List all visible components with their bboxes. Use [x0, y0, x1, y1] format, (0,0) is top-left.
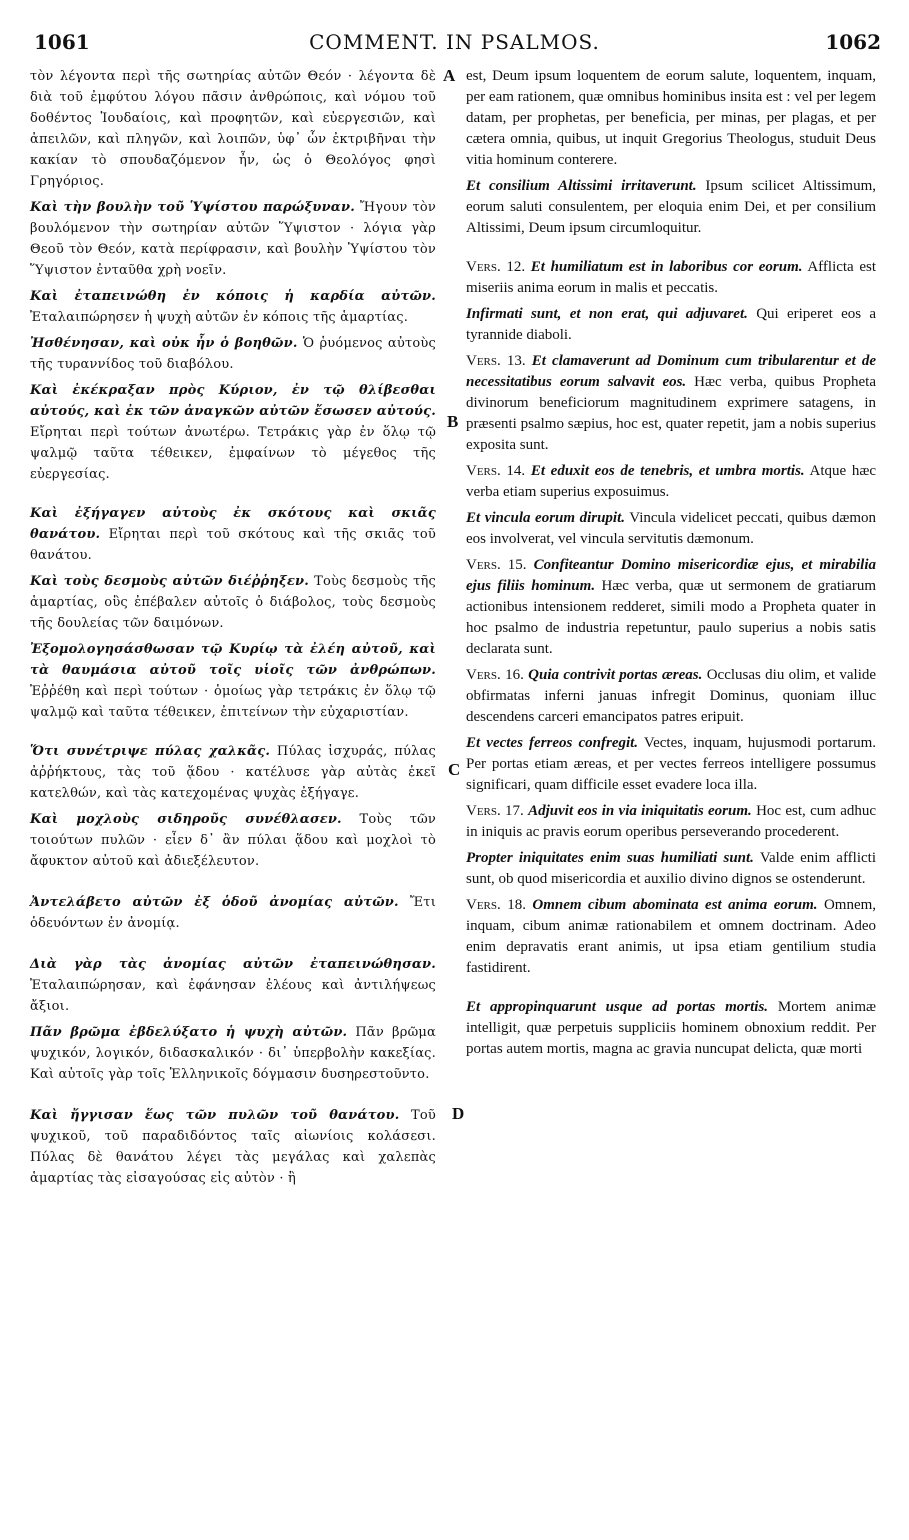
greek-lemma: Πᾶν βρῶμα ἐβδελύξατο ἡ ψυχὴ αὐτῶν.	[30, 1025, 348, 1040]
latin-commentary: Atque hæc verba etiam superius exposuimus.	[466, 463, 876, 500]
latin-commentary: Occlusas diu olim, et valide obfirmatas inferni januas infregit Dominus, quoniam illuc descendens carceri emancipatos patres eripuit.	[466, 667, 877, 725]
greek-paragraph	[30, 286, 436, 328]
greek-lemma: Ἀντελάβετο αὐτῶν ἐξ ὁδοῦ ἀνομίας αὐτῶν.	[30, 895, 399, 910]
column-marker-d: D	[452, 1104, 465, 1123]
greek-paragraph	[30, 66, 436, 192]
latin-lemma: Et appropinquarunt usque ad portas mortis.	[466, 999, 769, 1015]
verse-label: Vers. 14.	[466, 463, 526, 479]
greek-commentary: Ἔτι ὁδευόντων ἐν ἀνομίᾳ.	[30, 895, 436, 931]
column-marker-a: A	[443, 66, 456, 85]
greek-lemma: Διὰ γὰρ τὰς ἀνομίας αὐτῶν ἐταπεινώθησαν.	[30, 957, 436, 972]
greek-lemma: Καὶ ἤγγισαν ἕως τῶν πυλῶν τοῦ θανάτου.	[30, 1108, 400, 1123]
greek-paragraph	[30, 503, 436, 566]
latin-paragraph	[466, 895, 876, 979]
greek-paragraph	[30, 571, 436, 634]
greek-paragraph	[30, 333, 436, 375]
greek-commentary: Πύλας ἰσχυράς, πύλας ἀῤῥήκτους, τὰς τοῦ ᾅδου · κατέλυσε γὰρ αὐτὰς ἐκεῖ κατελθών, καὶ τὰς κατεχομένας ψυχὰς ἐξήγαγε.	[30, 744, 436, 801]
page-header	[0, 30, 909, 64]
column-marker-c: C	[448, 760, 461, 779]
greek-paragraph	[30, 1022, 436, 1085]
latin-paragraph	[466, 304, 876, 346]
verse-label: Vers. 13.	[466, 353, 526, 369]
latin-lemma: Quia contrivit portas æreas.	[528, 667, 703, 683]
greek-paragraph	[30, 892, 436, 934]
latin-paragraph	[466, 733, 876, 796]
latin-lemma: Et vincula eorum dirupit.	[466, 510, 626, 526]
latin-commentary: Hæc verba, quæ ut sermonem de gratiarum actionibus intensionem redderet, simili modo a Propheta quater in hoc psalmo de industria repetuntur, paulo superius a nobis satis declarata sunt.	[466, 578, 876, 657]
latin-paragraph	[466, 176, 876, 239]
greek-lemma: Καὶ ἐκέκραξαν πρὸς Κύριον, ἐν τῷ θλίβεσθαι αὐτούς, καὶ ἐκ τῶν ἀναγκῶν αὐτῶν ἔσωσεν αὐτούς.	[30, 383, 436, 419]
greek-commentary: τὸν λέγοντα περὶ τῆς σωτηρίας αὐτῶν Θεόν · λέγοντα δὲ διὰ τοῦ ἐμφύτου λόγου πᾶσιν ἀνθρώποις, καὶ νόμου τοῦ δοθέντος Ἰουδαίοις, καὶ προφητῶν, καὶ εὐεργεσιῶν, καὶ ἀπειλῶν, καὶ πληγῶν, καὶ λοιπῶν, ὑφ᾽ ὧν ἐκτριβῆναι τὴν κακίαν τὸ σπουδαζόμενον ἦν, ὡς ὁ Θεολόγος φησὶ Γρηγόριος.	[30, 69, 436, 189]
verse-label: Vers. 16.	[466, 667, 524, 683]
verse-label: Vers. 18.	[466, 897, 526, 913]
greek-paragraph	[30, 1105, 436, 1189]
latin-commentary: Hoc est, cum adhuc in iniquis ac pravis eorum operibus perseverando procederent.	[466, 803, 877, 840]
latin-lemma: Propter iniquitates enim suas humiliati sunt.	[466, 850, 754, 866]
latin-lemma: Et eduxit eos de tenebris, et umbra mortis.	[530, 463, 805, 479]
latin-paragraph	[466, 848, 876, 890]
latin-paragraph	[466, 461, 876, 503]
latin-lemma: Infirmati sunt, et non erat, qui adjuvaret.	[466, 306, 748, 322]
latin-commentary: Omnem, inquam, cibum animæ rationabilem et omnem doctrinam. Adeo enim depravatis erant animis, ut ipsa etiam gentilium studia fastidirent.	[466, 897, 877, 976]
latin-paragraph	[466, 257, 876, 299]
right-page-number: 1062	[825, 30, 881, 54]
greek-commentary: Πᾶν βρῶμα ψυχικόν, λογικόν, διδασκαλικόν · δι᾽ ὑπερβολὴν κακεξίας. Καὶ αὐτοῖς γὰρ τοῖς Ἑλληνικοῖς δόγμασιν δυσηρεστοῦντο.	[30, 1025, 436, 1082]
greek-paragraph	[30, 639, 436, 723]
latin-commentary: Mortem animæ intelligit, quæ perpetuis suppliciis hominem obnoxium reddit. Per portas autem mortis, magna ac gravia nuncupat delicta, quæ morti	[466, 999, 876, 1057]
latin-commentary: est, Deum ipsum loquentem de eorum salute, loquentem, inquam, per eam rationem, quæ omnibus hominibus insita est : vel per legem datam, per prophetas, per beneficia, per minas, per plagas, et per cætera omnia, quibus, ut inquit Gregorius Theologus, studuit Deus vitia hominum conterere.	[466, 68, 876, 168]
latin-commentary: Valde enim afflicti sunt, ob quod misericordia et auxilio divino dignos se ostenderunt.	[466, 850, 876, 887]
greek-lemma: Ὅτι συνέτριψε πύλας χαλκᾶς.	[30, 744, 271, 759]
latin-lemma: Omnem cibum abominata est anima eorum.	[532, 897, 818, 913]
latin-paragraph	[466, 351, 876, 456]
greek-paragraph	[30, 197, 436, 281]
greek-commentary: Τοὺς δεσμοὺς τῆς ἁμαρτίας, οὓς ἐπέβαλεν αὐτοῖς ὁ διάβολος, τοὺς δεσμοὺς τῆς δουλείας τῶν δαιμόνων.	[30, 574, 436, 631]
greek-paragraph	[30, 741, 436, 804]
greek-commentary: Τοὺς τῶν τοιούτων πυλῶν · εἶεν δ᾽ ἂν πύλαι ᾅδου καὶ μοχλοὶ τὸ ἄφυκτον αὐτοῦ καὶ ἀδιεξέλευτον.	[30, 812, 436, 869]
latin-lemma: Confiteantur Domino misericordiæ ejus, et mirabilia ejus filiis hominum.	[466, 557, 877, 594]
greek-commentary: Εἴρηται περὶ τούτων ἀνωτέρω. Τετράκις γὰρ ἐν ὅλῳ τῷ ψαλμῷ ταῦτα τέθεικεν, ἐμφαίνων τὸ μέγεθος τῆς εὐεργεσίας.	[30, 425, 436, 482]
greek-commentary: Εἴρηται περὶ τοῦ σκότους καὶ τῆς σκιᾶς τοῦ θανάτου.	[30, 527, 436, 563]
greek-commentary: Ἐῤῥέθη καὶ περὶ τούτων · ὁμοίως γὰρ τετράκις ἐν ὅλῳ τῷ ψαλμῷ καὶ ταῦτα τέθεικεν, ἐπιτείνων τὴν εὐχαριστίαν.	[30, 684, 436, 720]
latin-paragraph	[466, 997, 876, 1060]
latin-paragraph	[466, 508, 876, 550]
latin-lemma: Et humiliatum est in laboribus cor eorum.	[530, 259, 803, 275]
latin-commentary: Hæc verba, quibus Propheta divinorum beneficiorum magnitudinem exprimere satagens, in præsenti psalmo sæpius, hoc est, quater repetit, jam a nobis superius exposita sunt.	[466, 374, 876, 453]
greek-lemma: Καὶ μοχλοὺς σιδηροῦς συνέθλασεν.	[30, 812, 342, 827]
greek-commentary: Ἤγουν τὸν βουλόμενον τὴν σωτηρίαν αὐτῶν Ὕψιστον · λόγια γὰρ Θεοῦ τὸν Θεόν, κατὰ περίφρασιν, καὶ βουλὴν Ὑψίστου τὸν Ὕψιστον ἐνταῦθα χρὴ νοεῖν.	[30, 200, 436, 278]
greek-commentary: Ὁ ῥυόμενος αὐτοὺς τῆς τυραννίδος τοῦ διαβόλου.	[30, 336, 436, 372]
greek-lemma: Ἐξομολογησάσθωσαν τῷ Κυρίῳ τὰ ἐλέη αὐτοῦ, καὶ τὰ θαυμάσια αὐτοῦ τοῖς υἱοῖς τῶν ἀνθρώπων.	[30, 642, 436, 678]
greek-lemma: Ἠσθένησαν, καὶ οὐκ ἦν ὁ βοηθῶν.	[30, 336, 298, 351]
greek-commentary: Ἐταλαιπώρησεν ἡ ψυχὴ αὐτῶν ἐν κόποις τῆς ἁμαρτίας.	[30, 310, 409, 325]
greek-lemma: Καὶ ἐταπεινώθη ἐν κόποις ἡ καρδία αὐτῶν.	[30, 289, 436, 304]
latin-commentary: Vectes, inquam, hujusmodi portarum. Per portas etiam æreas, et per vectes ferreos intelligere possumus significari, quam difficile esset evadere loca illa.	[466, 735, 876, 793]
column-marker-b: B	[447, 412, 459, 431]
greek-lemma: Καὶ τοὺς δεσμοὺς αὐτῶν διέῤῥηξεν.	[30, 574, 309, 589]
latin-commentary: Qui eriperet eos a tyrannide diaboli.	[466, 306, 877, 343]
greek-lemma: Καὶ ἐξήγαγεν αὐτοὺς ἐκ σκότους καὶ σκιᾶς θανάτου.	[30, 506, 436, 542]
verse-label: Vers. 17.	[466, 803, 524, 819]
latin-paragraph	[466, 665, 876, 728]
greek-column	[30, 66, 436, 1194]
verse-label: Vers. 12.	[466, 259, 526, 275]
left-page-number: 1061	[34, 30, 90, 54]
latin-paragraph	[466, 555, 876, 660]
greek-paragraph	[30, 380, 436, 485]
verse-label: Vers. 15.	[466, 557, 527, 573]
greek-paragraph	[30, 954, 436, 1017]
running-title: COMMENT. IN PSALMOS.	[309, 30, 600, 54]
latin-commentary: Afflicta est miseriis anima eorum in malis et peccatis.	[466, 259, 877, 296]
latin-paragraph	[466, 801, 876, 843]
greek-commentary: Ἐταλαιπώρησαν, καὶ ἐφάνησαν ἐλέους καὶ ἀντιλήψεως ἄξιοι.	[30, 978, 436, 1014]
greek-lemma: Καὶ τὴν βουλὴν τοῦ Ὑψίστου παρώξυναν.	[30, 200, 355, 215]
latin-column	[466, 66, 876, 1065]
latin-commentary: Vincula videlicet peccati, quibus dæmon eos involverat, vel vincula servitutis dæmonum.	[466, 510, 876, 547]
latin-paragraph	[466, 66, 876, 171]
greek-paragraph	[30, 809, 436, 872]
latin-lemma: Et vectes ferreos confregit.	[466, 735, 639, 751]
latin-commentary: Ipsum scilicet Altissimum, eorum saluti consulentem, per eloquia enim Dei, et per consilium Altissimi, Deum ipsum circumloquitur.	[466, 178, 876, 236]
greek-commentary: Τοῦ ψυχικοῦ, τοῦ παραδιδόντος ταῖς αἰωνίοις κολάσεσι. Πύλας δὲ θανάτου λέγει τὰς μεγάλας καὶ χαλεπὰς ἁμαρτίας τὰς εἰσαγούσας εἰς αὐτὸν · ἢ	[30, 1108, 436, 1186]
latin-lemma: Et clamaverunt ad Dominum cum tribularentur et de necessitatibus eorum salvavit eos.	[466, 353, 876, 390]
latin-lemma: Et consilium Altissimi irritaverunt.	[466, 178, 697, 194]
latin-lemma: Adjuvit eos in via iniquitatis eorum.	[528, 803, 752, 819]
